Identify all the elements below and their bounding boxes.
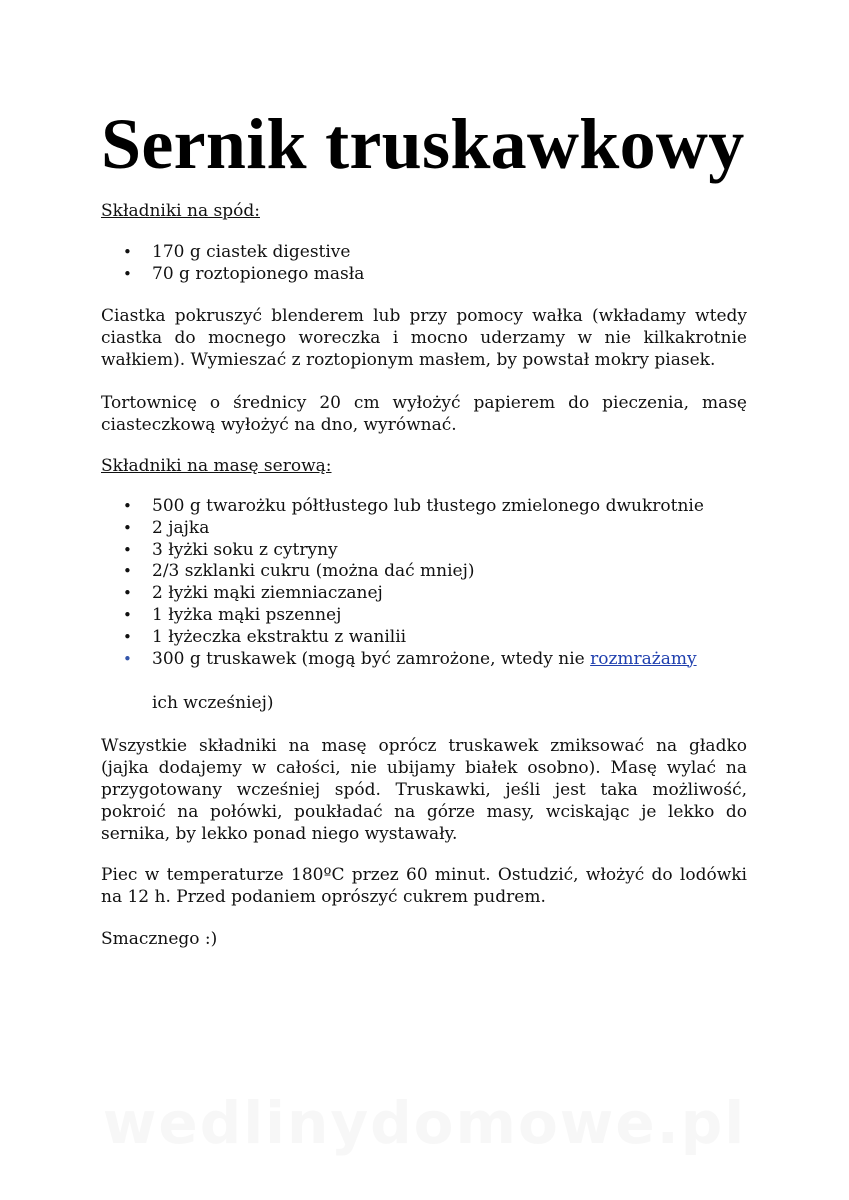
- bullet-icon: •: [123, 605, 132, 624]
- page-title: Sernik truskawkowy: [101, 104, 745, 184]
- filling-instruction-2: Piec w temperaturze 180ºC przez 60 minut. Ostudzić, włożyć do lodówki na 12 h. Przed podaniem oprószyć cukrem pudrem.: [101, 865, 747, 907]
- crust-ingredients-list: [101, 242, 364, 286]
- bullet-icon: •: [123, 243, 132, 261]
- list-item: • 500 g twarożku półtłustego lub tłustego zmielonego dwukrotnie: [123, 496, 704, 516]
- crust-heading: Składniki na spód:: [101, 201, 260, 221]
- list-item: • 70 g roztopionego masła: [123, 263, 365, 284]
- closing-text: Smacznego :): [101, 929, 218, 949]
- list-item: • 1 łyżka mąki pszennej: [123, 604, 342, 625]
- list-item: • 300 g truskawek (mogą być zamrożone, wtedy nie rozmrażamy: [123, 648, 697, 669]
- list-item: • 1 łyżeczka ekstraktu z wanilii: [123, 626, 407, 647]
- list-item: • 2 łyżki mąki ziemniaczanej: [123, 583, 383, 604]
- bullet-icon: •: [123, 518, 132, 537]
- rozmrazamy-link[interactable]: rozmrażamy: [590, 648, 697, 669]
- filling-ingredients-list: [101, 496, 704, 670]
- bullet-icon: •: [123, 497, 132, 515]
- filling-instruction-1: Wszystkie składniki na masę oprócz truskawek zmiksować na gładko (jajka dodajemy w całości, nie ubijamy białek osobno). Masę wylać na przygotowany wcześniej spód. Truskawki, jeśli jest taka możliwość, pokroić na połówki, poukładać na górze masy, wciskając je lekko do sernika, by lekko ponad niego wystawały.: [101, 736, 747, 844]
- crust-instruction-1: Ciastka pokruszyć blenderem lub przy pomocy wałka (wkładamy wtedy ciastka do mocnego woreczka i mocno uderzamy w nie kilkakrotnie wałkiem). Wymieszać z roztopionym masłem, by powstał mokry piasek.: [101, 306, 747, 370]
- bullet-icon: •: [123, 562, 132, 581]
- bullet-icon: •: [123, 649, 132, 668]
- filling-heading: Składniki na masę serową:: [101, 456, 332, 476]
- bullet-icon: •: [123, 627, 132, 646]
- list-item: • 2/3 szklanki cukru (można dać mniej): [123, 561, 475, 582]
- crust-instruction-2: Tortownicę o średnicy 20 cm wyłożyć papierem do pieczenia, masę ciasteczkową wyłożyć na dno, wyrównać.: [101, 393, 747, 435]
- list-item: • 2 jajka: [123, 517, 210, 538]
- list-item: • 3 łyżki soku z cytryny: [123, 539, 338, 560]
- bullet-icon: •: [123, 264, 132, 283]
- bullet-icon: •: [123, 540, 132, 559]
- list-item-continuation: ich wcześniej): [152, 693, 274, 713]
- watermark: wedlinydomowe.pl: [102, 1089, 747, 1157]
- list-item: • 170 g ciastek digestive: [123, 242, 351, 262]
- bullet-icon: •: [123, 584, 132, 603]
